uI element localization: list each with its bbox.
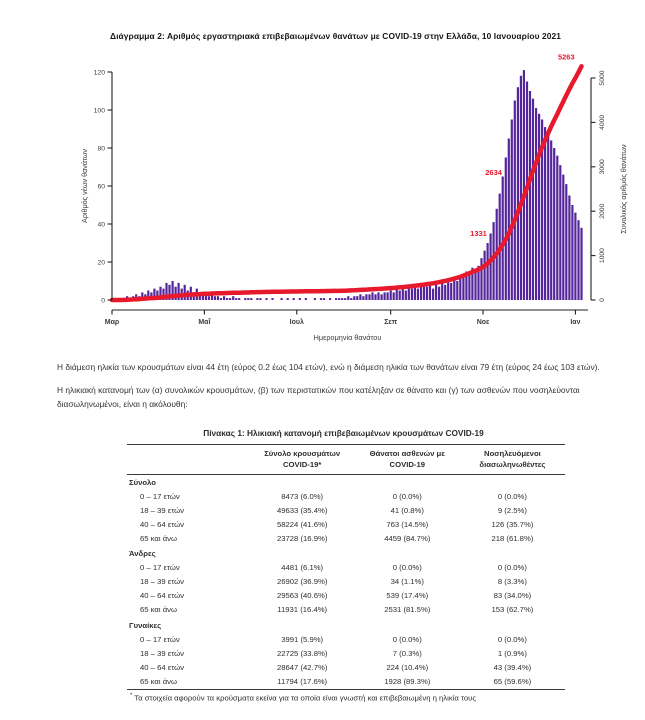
table-row — [127, 603, 565, 617]
age-distribution-table-wrap — [127, 444, 565, 702]
section-row — [127, 546, 565, 561]
cases-cell: 22725 (33.8%) — [276, 648, 328, 658]
daily-deaths-bar — [462, 277, 464, 300]
table-title: Πίνακας 1: Ηλικιακή κατανομή επιβεβαιωμένων κρουσμάτων COVID-19 — [203, 428, 484, 438]
deaths-cell: 2531 (81.5%) — [384, 605, 431, 615]
table-row — [127, 490, 565, 504]
cases-cell: 29563 (40.6%) — [276, 591, 328, 601]
section-label: Άνδρες — [129, 549, 156, 559]
cases-cell: 28647 (42.7%) — [276, 662, 328, 672]
daily-deaths-bar — [574, 213, 576, 300]
intubated-cell: 153 (62.7%) — [491, 605, 534, 615]
daily-deaths-bar — [487, 243, 489, 300]
deaths-cell: 224 (10.4%) — [386, 662, 429, 672]
right-axis-title: Συνολικός αριθμός θανάτων — [619, 144, 628, 234]
intubated-cell: 9 (2.5%) — [497, 506, 527, 516]
section-row — [127, 617, 565, 632]
footnote-text: Τα στοιχεία αφορούν τα κρούσματα εκείνα για τα οποία είναι γνωστή και επιβεβαιωμένη η ηλικία τους — [134, 693, 477, 703]
daily-deaths-bar — [505, 158, 507, 301]
table-body — [127, 474, 565, 689]
age-group-label: 40 – 64 ετών — [140, 520, 184, 530]
daily-deaths-bar — [362, 296, 364, 300]
right-axis-tick-label: 4000 — [599, 114, 606, 130]
right-axis-tick-label: 5000 — [599, 70, 606, 86]
daily-deaths-bar — [287, 298, 289, 300]
left-axis-tick-label: 120 — [93, 69, 105, 77]
daily-deaths-bar — [320, 298, 322, 300]
intubated-cell: 0 (0.0%) — [497, 492, 527, 502]
header-intubated: Νοσηλευόμενοι διασωληνωθέντες — [460, 445, 565, 475]
daily-deaths-bar — [511, 120, 513, 301]
deaths-cell: 0 (0.0%) — [392, 634, 422, 644]
deaths-cell: 0 (0.0%) — [392, 563, 422, 573]
daily-deaths-bar — [447, 281, 449, 300]
daily-deaths-bar — [244, 298, 246, 300]
intubated-cell: 8 (3.3%) — [497, 577, 527, 587]
daily-deaths-bar — [359, 294, 361, 300]
daily-deaths-bar — [402, 289, 404, 300]
table-row — [127, 675, 565, 690]
age-group-label: 65 και άνω — [140, 605, 178, 615]
chart-title: Διάγραμμα 2: Αριθμός εργαστηριακά επιβεβαιωμένων θανάτων με COVID-19 στην Ελλάδα, 10 Ιανουαρίου 2021 — [110, 31, 562, 41]
daily-deaths-bar — [444, 285, 446, 300]
cases-cell: 4481 (6.1%) — [281, 563, 324, 573]
intubated-cell: 1 (0.9%) — [497, 648, 527, 658]
table-row — [127, 633, 565, 647]
daily-deaths-bar — [281, 298, 283, 300]
daily-deaths-bar — [381, 294, 383, 300]
line-annotation: 1331 — [470, 228, 487, 238]
table-row — [127, 575, 565, 589]
body-text — [57, 360, 635, 420]
daily-deaths-bar — [417, 289, 419, 300]
daily-deaths-bar — [423, 285, 425, 300]
daily-deaths-bar — [208, 296, 210, 300]
daily-deaths-bar — [387, 292, 389, 300]
intubated-cell: 126 (35.7%) — [491, 520, 534, 530]
daily-deaths-bar — [217, 296, 219, 300]
x-axis-tick-label: Μαΐ — [198, 319, 211, 326]
left-axis-tick-label: 40 — [97, 221, 105, 229]
intubated-cell: 0 (0.0%) — [497, 634, 527, 644]
daily-deaths-bar — [374, 294, 376, 300]
section-row — [127, 474, 565, 490]
line-annotation: 2634 — [485, 168, 502, 178]
daily-deaths-bar — [523, 70, 525, 300]
daily-deaths-bar — [411, 289, 413, 300]
daily-deaths-bar — [399, 291, 401, 301]
daily-deaths-bar — [571, 205, 573, 300]
daily-deaths-bar — [353, 296, 355, 300]
daily-deaths-bar — [535, 108, 537, 300]
left-axis-tick-label: 100 — [93, 107, 105, 115]
daily-deaths-bar — [450, 283, 452, 300]
footnote-marker: * — [130, 692, 133, 699]
intubated-cell: 65 (59.6%) — [493, 676, 532, 686]
cases-cell: 49633 (35.4%) — [276, 506, 328, 516]
right-axis-tick-label: 1000 — [599, 248, 606, 264]
daily-deaths-bar — [299, 298, 301, 300]
left-axis-title: Αριθμός νέων θανάτων — [80, 149, 89, 223]
right-axis-tick-label: 2000 — [599, 203, 606, 219]
daily-deaths-bar — [517, 87, 519, 300]
paragraph-age-distribution-intro: Η ηλικιακή κατανομή των (α) συνολικών κρουσμάτων, (β) των περιστατικών που κατέληξαν σε θάνατο και (γ) των ασθενών που νοσηλεύονται διασωληνωμένοι, είναι η ακόλουθη: — [57, 384, 580, 409]
daily-deaths-bar — [344, 298, 346, 300]
deaths-cell: 7 (0.3%) — [392, 648, 422, 658]
daily-deaths-bar — [502, 177, 504, 301]
left-axis-tick-label: 20 — [97, 259, 105, 267]
daily-deaths-bar — [547, 133, 549, 300]
section-label: Σύνολο — [129, 478, 156, 488]
daily-deaths-bar — [426, 287, 428, 300]
age-group-label: 18 – 39 ετών — [140, 577, 184, 587]
daily-deaths-bar — [350, 298, 352, 300]
daily-deaths-bar — [538, 114, 540, 300]
deaths-cell: 4459 (84.7%) — [384, 534, 431, 544]
daily-deaths-bar — [365, 294, 367, 300]
deaths-cell: 0 (0.0%) — [392, 492, 422, 502]
header-total-cases: Σύνολο κρουσμάτων COVID-19* — [250, 445, 355, 475]
left-axis-tick-label: 60 — [97, 183, 105, 191]
daily-deaths-bar — [247, 298, 249, 300]
x-axis-tick-label: Σεπ — [384, 319, 398, 326]
daily-deaths-bar — [474, 270, 476, 300]
header-empty — [127, 445, 250, 475]
cases-cell: 11931 (16.4%) — [277, 605, 328, 615]
left-axis-tick-label: 0 — [101, 297, 105, 305]
daily-deaths-bar — [238, 298, 240, 300]
cases-cell: 26902 (36.9%) — [276, 577, 328, 587]
intubated-cell: 0 (0.0%) — [497, 563, 527, 573]
paragraph-median-age: Η διάμεση ηλικία των κρουσμάτων είναι 44 έτη (εύρος 0.2 έως 104 ετών), ενώ η διάμεση ηλικία των θανάτων είναι 79 έτη (εύρος 24 έως 103 ετών). — [57, 362, 600, 372]
daily-deaths-bar — [420, 287, 422, 300]
cases-cell: 11794 (17.6%) — [277, 676, 328, 686]
daily-deaths-bar — [441, 283, 443, 300]
daily-deaths-bar — [468, 273, 470, 300]
daily-deaths-bar — [484, 251, 486, 300]
daily-deaths-bar — [565, 184, 567, 300]
x-axis-tick-label: Ιουλ — [289, 319, 304, 326]
daily-deaths-bar — [235, 298, 237, 300]
daily-deaths-bar — [556, 156, 558, 300]
daily-deaths-bar — [550, 140, 552, 300]
cases-cell: 58224 (41.6%) — [276, 520, 328, 530]
right-axis-tick-label: 0 — [599, 298, 606, 302]
daily-deaths-bar — [256, 298, 258, 300]
daily-deaths-bar — [396, 289, 398, 300]
right-axis-tick-label: 3000 — [599, 159, 606, 175]
deaths-cell: 763 (14.5%) — [386, 520, 429, 530]
age-group-label: 18 – 39 ετών — [140, 648, 184, 658]
cases-cell: 3991 (5.9%) — [281, 634, 324, 644]
daily-deaths-bar — [529, 91, 531, 300]
age-group-label: 0 – 17 ετών — [140, 634, 180, 644]
daily-deaths-bar — [456, 281, 458, 300]
daily-deaths-bar — [568, 196, 570, 301]
daily-deaths-bar — [305, 298, 307, 300]
daily-deaths-bar — [390, 291, 392, 301]
daily-deaths-bar — [220, 298, 222, 300]
daily-deaths-bar — [329, 298, 331, 300]
age-group-label: 0 – 17 ετών — [140, 563, 180, 573]
daily-deaths-bar — [229, 298, 231, 300]
daily-deaths-bar — [514, 101, 516, 301]
daily-deaths-bar — [250, 298, 252, 300]
x-axis-tick-label: Νοε — [476, 319, 490, 326]
daily-deaths-bar — [347, 296, 349, 300]
line-annotation: 5263 — [557, 52, 575, 62]
age-distribution-table — [127, 444, 565, 690]
age-group-label: 65 και άνω — [140, 676, 178, 686]
daily-deaths-bar — [559, 165, 561, 300]
cases-cell: 8473 (6.0%) — [281, 492, 324, 502]
daily-deaths-bar — [293, 298, 295, 300]
daily-deaths-bar — [508, 139, 510, 301]
x-axis-tick-label: Ιαν — [570, 319, 581, 326]
left-axis-tick-label: 80 — [97, 145, 105, 153]
deaths-cell: 1928 (89.3%) — [384, 676, 431, 686]
daily-deaths-bar — [384, 292, 386, 300]
daily-deaths-bar — [490, 234, 492, 301]
table-row — [127, 532, 565, 546]
daily-deaths-bar — [232, 296, 234, 300]
daily-deaths-bar — [438, 287, 440, 300]
daily-deaths-bar — [184, 285, 186, 300]
daily-deaths-bar — [338, 298, 340, 300]
daily-deaths-bar — [356, 296, 358, 300]
table-row — [127, 504, 565, 518]
table-row — [127, 647, 565, 661]
cases-cell: 23728 (16.9%) — [276, 534, 328, 544]
daily-deaths-bar — [562, 175, 564, 300]
table-header-row — [127, 445, 565, 475]
daily-deaths-bar — [532, 99, 534, 300]
table-footnote — [127, 693, 565, 703]
daily-deaths-bar — [341, 298, 343, 300]
daily-deaths-bar — [432, 289, 434, 300]
section-label: Γυναίκες — [129, 620, 162, 630]
daily-deaths-bar — [323, 298, 325, 300]
deaths-cell: 539 (17.4%) — [386, 591, 429, 601]
deaths-cell: 41 (0.8%) — [390, 506, 424, 516]
daily-deaths-bar — [368, 294, 370, 300]
daily-deaths-bar — [544, 127, 546, 300]
daily-deaths-bar — [223, 296, 225, 300]
table-row — [127, 661, 565, 675]
daily-deaths-bar — [435, 285, 437, 300]
table-row — [127, 518, 565, 532]
daily-deaths-bar — [214, 296, 216, 300]
table-row — [127, 561, 565, 575]
header-deaths: Θάνατοι ασθενών με COVID-19 — [355, 445, 460, 475]
intubated-cell: 83 (34.0%) — [493, 591, 532, 601]
daily-deaths-bar — [480, 258, 482, 300]
daily-deaths-bar — [377, 292, 379, 300]
daily-deaths-bar — [371, 292, 373, 300]
daily-deaths-bar — [314, 298, 316, 300]
age-group-label: 18 – 39 ετών — [140, 506, 184, 516]
age-group-label: 40 – 64 ετών — [140, 591, 184, 601]
deaths-cell: 34 (1.1%) — [390, 577, 424, 587]
daily-deaths-bar — [580, 228, 582, 300]
daily-deaths-bar — [393, 292, 395, 300]
intubated-cell: 43 (39.4%) — [493, 662, 532, 672]
x-axis-title: Ημερομηνία θανάτου — [313, 333, 382, 342]
x-axis-tick-label: Μαρ — [104, 319, 120, 326]
daily-deaths-bar — [577, 220, 579, 300]
daily-deaths-bar — [520, 76, 522, 300]
daily-deaths-bar — [405, 291, 407, 301]
daily-deaths-bar — [259, 298, 261, 300]
daily-deaths-bar — [265, 298, 267, 300]
table-row — [127, 589, 565, 603]
daily-deaths-bar — [553, 148, 555, 300]
age-group-label: 40 – 64 ετών — [140, 662, 184, 672]
daily-deaths-bar — [271, 298, 273, 300]
intubated-cell: 218 (61.8%) — [491, 534, 534, 544]
age-group-label: 0 – 17 ετών — [140, 492, 180, 502]
daily-deaths-bar — [335, 298, 337, 300]
daily-deaths-bar — [453, 279, 455, 300]
age-group-label: 65 και άνω — [140, 534, 178, 544]
daily-deaths-bar — [226, 298, 228, 300]
